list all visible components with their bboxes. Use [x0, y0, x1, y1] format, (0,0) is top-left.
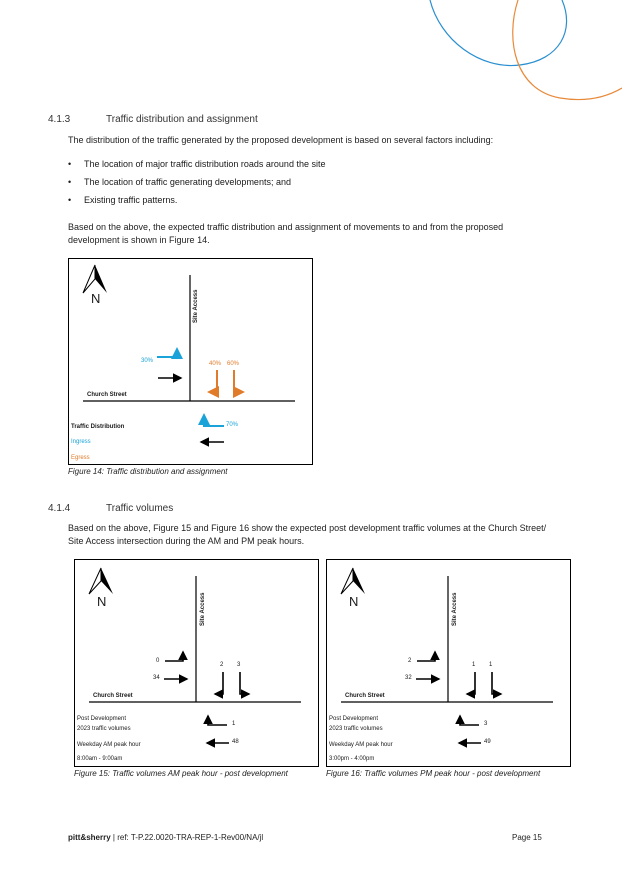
north-label: N — [91, 291, 101, 306]
egress-left-percent: 40% — [209, 361, 222, 367]
legend-title: Traffic Distribution — [71, 424, 125, 430]
section-heading-4-1-3 — [48, 114, 258, 125]
note-line: Post Development — [329, 716, 379, 722]
westbound-right-volume: 1 — [232, 721, 236, 727]
church-street-label: Church Street — [87, 392, 127, 398]
footer-ref: | ref: T-P.22.0020-TRA-REP-1-Rev00/NA/jl — [110, 833, 264, 842]
north-arrow-icon — [83, 265, 107, 293]
site-access-label: Site Access — [193, 289, 199, 323]
section-title: Traffic distribution and assignment — [106, 114, 258, 125]
ingress-left-turn-arrow — [157, 349, 177, 357]
southbound-right-arrow — [240, 672, 249, 694]
ingress-right-percent: 70% — [226, 422, 239, 428]
footer-reference — [68, 833, 263, 842]
north-label: N — [349, 594, 359, 609]
southbound-left-volume: 2 — [220, 662, 224, 668]
southbound-left-volume: 1 — [472, 662, 476, 668]
legend-egress: Egress — [71, 455, 90, 461]
figure-15-diagram — [74, 559, 319, 767]
figure-16-diagram — [326, 559, 571, 767]
list-item: • The location of traffic generating developments; and — [68, 176, 588, 194]
westbound-through-volume: 49 — [484, 739, 491, 745]
eastbound-left-volume: 2 — [408, 658, 412, 664]
westbound-right-turn-arrow — [460, 716, 479, 725]
eastbound-left-turn-arrow — [165, 652, 183, 661]
figure-15-drawing — [75, 560, 318, 766]
eastbound-through-volume: 34 — [153, 675, 160, 681]
egress-right-percent: 60% — [227, 361, 240, 367]
southbound-right-volume: 1 — [489, 662, 493, 668]
westbound-right-turn-arrow — [208, 716, 227, 725]
figure-14-caption: Figure 14: Traffic distribution and assignment — [68, 467, 228, 476]
decorative-corner-curves — [0, 0, 622, 110]
eastbound-left-volume: 0 — [156, 658, 160, 664]
figure-16-drawing — [327, 560, 570, 766]
site-access-label: Site Access — [452, 592, 458, 626]
section-heading-4-1-4 — [48, 503, 173, 514]
section-number: 4.1.3 — [48, 114, 71, 125]
paragraph-line: Based on the above, the expected traffic distribution and assignment of movements to and from the proposed — [68, 222, 504, 232]
note-line: 2023 traffic volumes — [77, 726, 131, 732]
southbound-left-arrow — [215, 672, 223, 694]
north-arrow-icon — [341, 568, 365, 594]
note-line: Weekday AM peak hour — [329, 742, 393, 748]
note-line: 2023 traffic volumes — [329, 726, 383, 732]
volumes-paragraph — [68, 522, 608, 548]
list-item: • Existing traffic patterns. — [68, 194, 588, 212]
page-number: Page 15 — [512, 833, 542, 842]
church-street-label: Church Street — [93, 693, 133, 699]
egress-left-arrow — [209, 370, 217, 392]
eastbound-left-turn-arrow — [417, 652, 435, 661]
southbound-right-volume: 3 — [237, 662, 241, 668]
paragraph-line: development is shown in Figure 14. — [68, 235, 210, 245]
site-access-label: Site Access — [200, 592, 206, 626]
westbound-right-volume: 3 — [484, 721, 488, 727]
paragraph-line: Site Access intersection during the AM and PM peak hours. — [68, 536, 305, 546]
southbound-left-arrow — [467, 672, 475, 694]
list-item: • The location of major traffic distribution roads around the site — [68, 158, 588, 176]
egress-right-arrow — [234, 370, 243, 392]
legend-ingress: Ingress — [71, 439, 91, 445]
eastbound-through-volume: 32 — [405, 675, 412, 681]
factor-list — [68, 158, 588, 212]
figure-14-drawing — [69, 259, 312, 464]
ingress-left-percent: 30% — [141, 358, 154, 364]
section-title: Traffic volumes — [106, 503, 174, 514]
church-street-label: Church Street — [345, 693, 385, 699]
section-number: 4.1.4 — [48, 503, 71, 514]
figure-16-caption: Figure 16: Traffic volumes PM peak hour - post development — [326, 769, 541, 778]
note-line: Weekday AM peak hour — [77, 742, 141, 748]
footer-brand: pitt&sherry — [68, 833, 111, 842]
paragraph-line: Based on the above, Figure 15 and Figure 16 show the expected post development traffic volumes at the Church Street/ — [68, 523, 547, 533]
note-line: Post Development — [77, 716, 127, 722]
note-line: 3:00pm - 4:00pm — [329, 756, 375, 762]
southbound-right-arrow — [492, 672, 501, 694]
north-label: N — [97, 594, 107, 609]
distribution-paragraph — [68, 221, 598, 247]
ingress-right-turn-arrow — [204, 415, 224, 426]
section-intro: The distribution of the traffic generated by the proposed development is based on several factors including: — [68, 135, 494, 145]
note-line: 8:00am - 9:00am — [77, 756, 123, 762]
westbound-through-volume: 48 — [232, 739, 239, 745]
figure-15-caption: Figure 15: Traffic volumes AM peak hour - post development — [74, 769, 288, 778]
north-arrow-icon — [89, 568, 113, 594]
figure-14-diagram — [68, 258, 313, 465]
